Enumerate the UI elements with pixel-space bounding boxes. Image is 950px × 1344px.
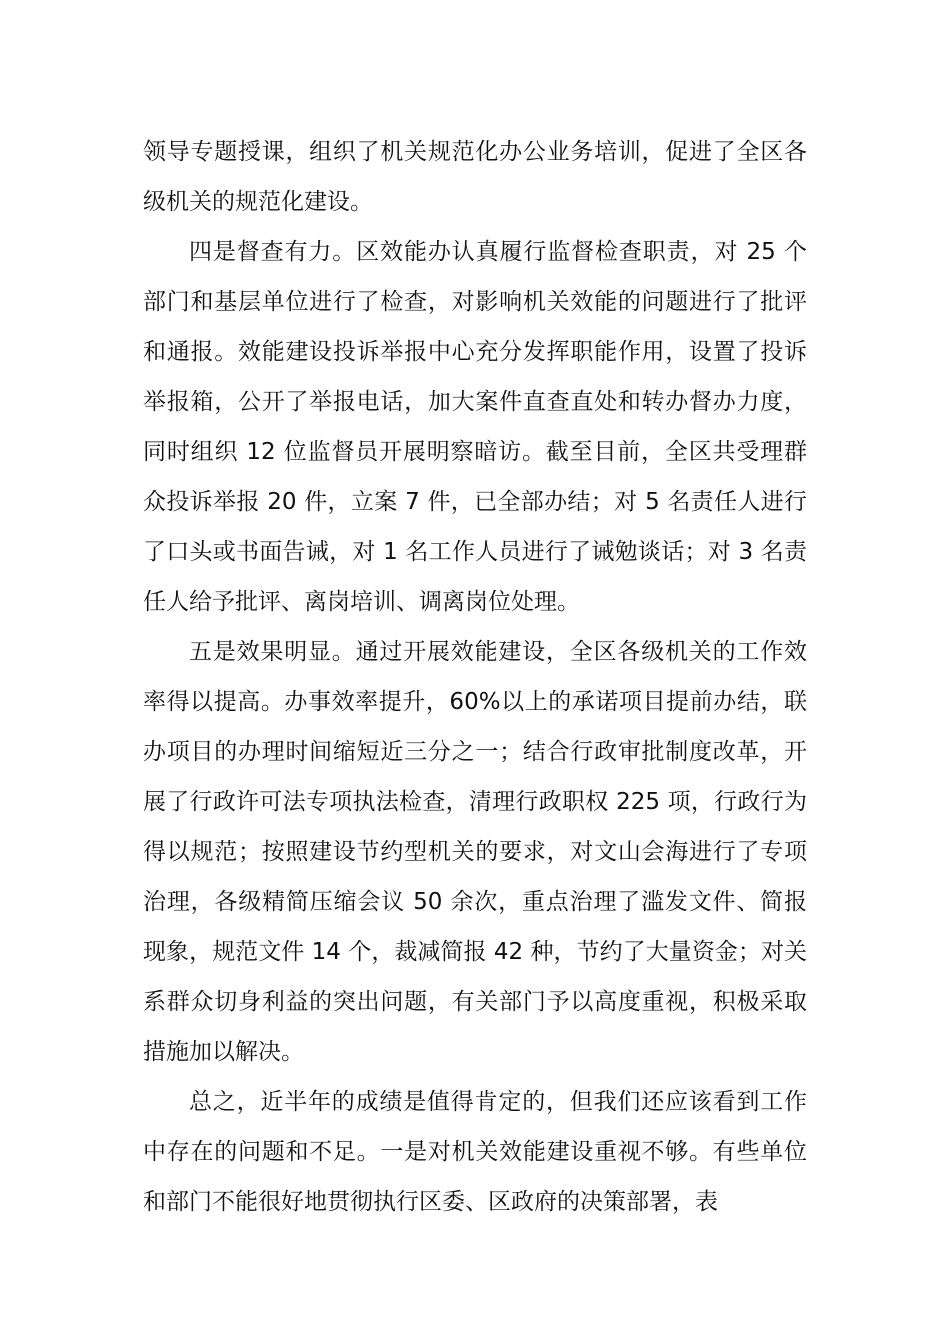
- paragraph-continuation: 领导专题授课，组织了机关规范化办公业务培训，促进了全区各级机关的规范化建设。: [143, 139, 807, 215]
- paragraph-summary: 总之，近半年的成绩是值得肯定的，但我们还应该看到工作中存在的问题和不足。一是对机关效能建设重视不够。有些单位和部门不能很好地贯彻执行区委、区政府的决策部署，表: [143, 1089, 807, 1215]
- document-body: [143, 127, 807, 1227]
- paragraph-results: 五是效果明显。通过开展效能建设，全区各级机关的工作效率得以提高。办事效率提升，60%以上的承诺项目提前办结，联办项目的办理时间缩短近三分之一；结合行政审批制度改革，开展了行政许可法专项执法检查，清理行政职权 225 项，行政行为得以规范；按照建设节约型机关的要求，对文山会海进行了专项治理，各级精简压缩会议 50 余次，重点治理了滥发文件、简报现象，规范文件 14 个，裁减简报 42 种，节约了大量资金；对关系群众切身利益的突出问题，有关部门予以高度重视，积极采取措施加以解决。: [143, 639, 807, 1065]
- paragraph-supervision: 四是督查有力。区效能办认真履行监督检查职责，对 25 个部门和基层单位进行了检查，对影响机关效能的问题进行了批评和通报。效能建设投诉举报中心充分发挥职能作用，设置了投诉举报箱，公开了举报电话，加大案件直查直处和转办督办力度，同时组织 12 位监督员开展明察暗访。截至目前，全区共受理群众投诉举报 20 件，立案 7 件，已全部办结；对 5 名责任人进行了口头或书面告诫，对 1 名工作人员进行了诫勉谈话；对 3 名责任人给予批评、离岗培训、调离岗位处理。: [143, 239, 807, 615]
